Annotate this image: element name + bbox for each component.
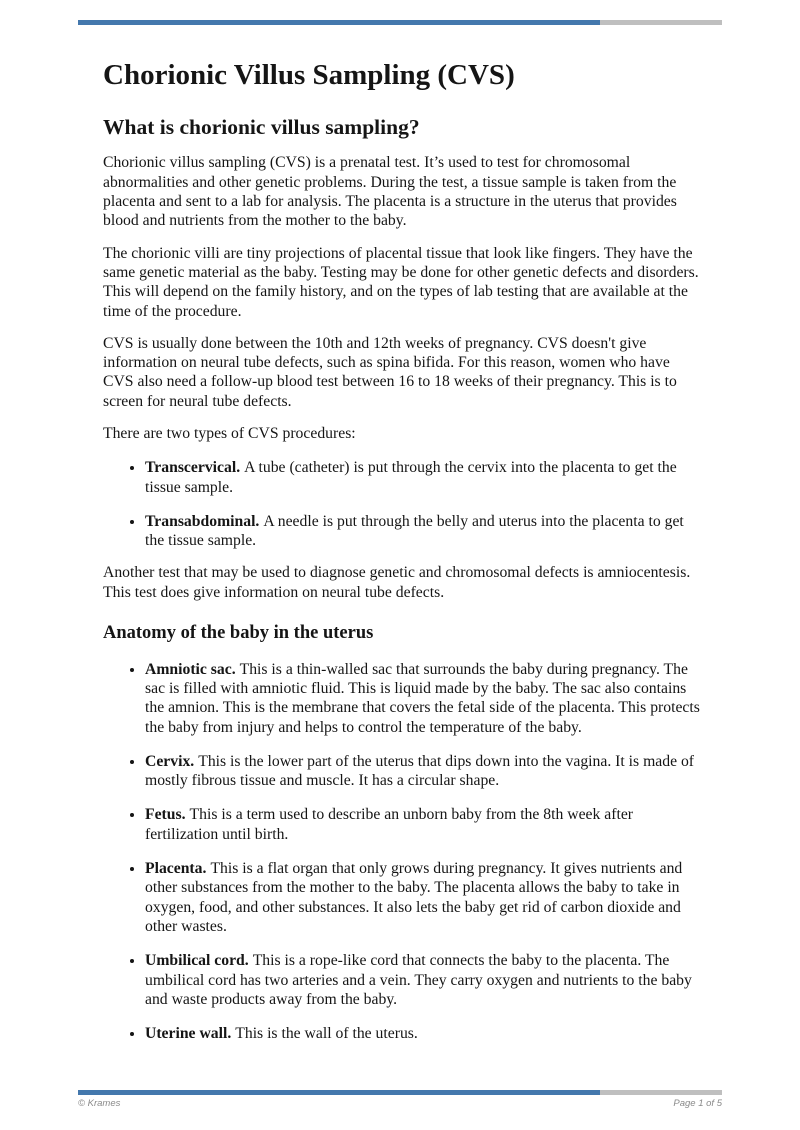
document-body (103, 48, 701, 1043)
intro-paragraph-3: CVS is usually done between the 10th and 12th weeks of pregnancy. CVS doesn't give information on neural tube defects, such as spina bifida. For this reason, women who have CVS also need a follow-up blood test between 16 to 18 weeks of their pregnancy. This is to screen for neural tube defects. (103, 334, 677, 410)
list-item-uterine-wall (145, 1024, 701, 1043)
anatomy-term: Amniotic sac. (145, 660, 236, 678)
anatomy-desc: This is a flat organ that only grows during pregnancy. It gives nutrients and other substances from the mother to the baby. The placenta allows the baby to take in oxygen, food, and other substances. It also lets the baby get rid of carbon dioxide and other wastes. (145, 860, 683, 935)
section-heading-what-is-cvs: What is chorionic villus sampling? (103, 115, 420, 140)
list-item-fetus (145, 805, 701, 844)
anatomy-term: Cervix. (145, 752, 195, 770)
anatomy-desc: This is the wall of the uterus. (235, 1025, 418, 1043)
anatomy-term: Fetus. (145, 806, 186, 824)
list-item-umbilical-cord (145, 951, 701, 1009)
footer-rule-gray-segment (600, 1090, 722, 1095)
header-rule (78, 20, 722, 25)
list-item-transcervical (145, 458, 701, 497)
anatomy-term: Uterine wall. (145, 1025, 232, 1043)
copyright-text: © Krames (78, 1098, 121, 1109)
anatomy-desc: This is a rope-like cord that connects the baby to the placenta. The umbilical cord has two arteries and a vein. They carry oxygen and nutrients to the baby and waste products away from the baby. (145, 952, 692, 1008)
footer-rule (78, 1090, 722, 1095)
list-item-transabdominal (145, 512, 701, 551)
intro-paragraph-2: The chorionic villi are tiny projections of placental tissue that look like fingers. They have the same genetic material as the baby. Testing may be done for other genetic defects and disorders. This will depend on the family history, and on the types of lab testing that are available at the time of the procedure. (103, 244, 699, 320)
procedure-desc: A tube (catheter) is put through the cervix into the placenta to get the tissue sample. (145, 459, 677, 496)
intro-paragraph-5: Another test that may be used to diagnose genetic and chromosomal defects is amniocentesis. This test does give information on neural tube defects. (103, 564, 691, 601)
procedure-desc: A needle is put through the belly and uterus into the placenta to get the tissue sample. (145, 512, 684, 550)
anatomy-term: Umbilical cord. (145, 952, 249, 970)
anatomy-term: Placenta. (145, 860, 207, 878)
anatomy-desc: This is a thin-walled sac that surrounds the baby during pregnancy. The sac is filled with amniotic fluid. This is liquid made by the baby. The sac also contains the amnion. This is the membrane that covers the fetal side of the placenta. This protects the baby from injury and helps to control the temperature of the baby. (145, 660, 700, 736)
header-rule-gray-segment (600, 20, 722, 25)
page-footer (78, 1098, 722, 1109)
anatomy-list (103, 660, 701, 1044)
anatomy-desc: This is the lower part of the uterus that dips down into the vagina. It is made of mostly fibrous tissue and muscle. It has a circular shape. (145, 752, 695, 790)
intro-paragraph-1: Chorionic villus sampling (CVS) is a prenatal test. It’s used to test for chromosomal abnormalities and other genetic problems. During the test, a tissue sample is taken from the placenta and sent to a lab for analysis. The placenta is a structure in the uterus that provides blood and nutrients from the mother to the baby. (103, 154, 677, 230)
footer-rule-accent-segment (78, 1090, 600, 1095)
page-title: Chorionic Villus Sampling (CVS) (103, 59, 515, 91)
page-number: Page 1 of 5 (673, 1098, 722, 1109)
procedure-term: Transabdominal. (145, 512, 260, 530)
list-item-cervix (145, 752, 701, 791)
anatomy-desc: This is a term used to describe an unborn baby from the 8th week after fertilization until birth. (145, 806, 634, 843)
header-rule-accent-segment (78, 20, 600, 25)
procedure-term: Transcervical. (145, 459, 241, 477)
list-item-placenta (145, 859, 701, 936)
procedures-list (103, 458, 701, 550)
intro-paragraph-4: There are two types of CVS procedures: (103, 425, 356, 442)
section-heading-anatomy: Anatomy of the baby in the uterus (103, 623, 374, 644)
list-item-amniotic-sac (145, 660, 701, 737)
